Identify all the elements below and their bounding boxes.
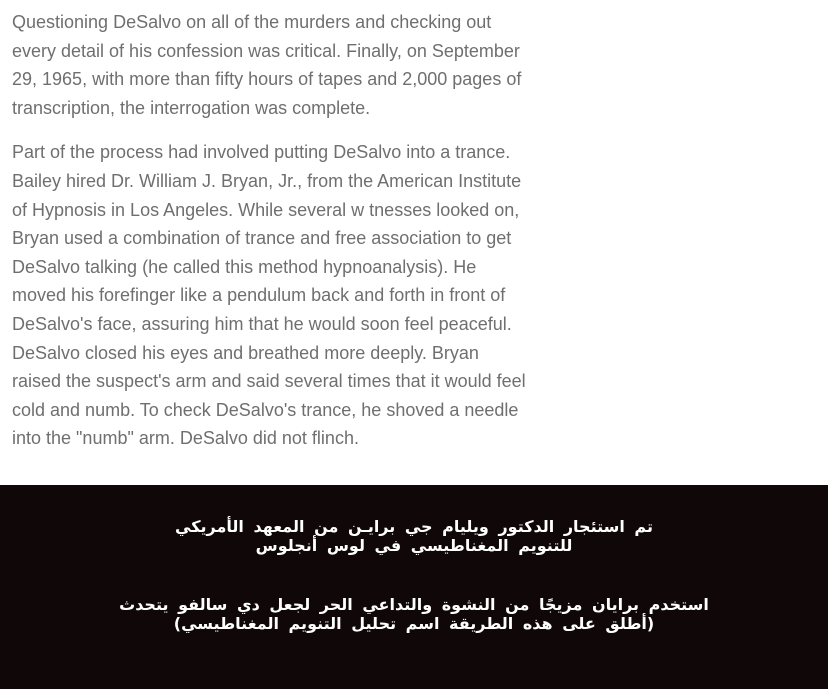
subtitle-overlay	[0, 485, 828, 689]
subtitle-line: تم استئجار الدكتور ويليام جي برايـن من المعهد الأمريكي	[175, 517, 653, 536]
article-paragraph: Questioning DeSalvo on all of the murders and checking out every detail of his confession was critical. Finally, on September 29, 1965, with more than fifty hours of tapes and 2,000 pages of transcription, the interrogation was complete.	[12, 12, 522, 118]
subtitle-line: (أطلق على هذه الطريقة اسم تحليل التنويم المغناطيسي)	[173, 614, 655, 633]
subtitle-caption	[0, 517, 828, 555]
subtitle-line: استخدم برايان مزيجًا من النشوة والتداعي الحر لجعل دي سالفو يتحدث	[119, 595, 709, 614]
article-body	[12, 8, 532, 469]
article-paragraph: Part of the process had involved putting DeSalvo into a trance. Bailey hired Dr. William J. Bryan, Jr., from the American Institute of Hypnosis in Los Angeles. While several w tnesses looked on, Bryan used a combination of trance and free association to get DeSalvo talking (he called this method hypnoanalysis). He moved his forefinger like a pendulum back and forth in front of DeSalvo's face, assuring him that he would soon feel peaceful. DeSalvo closed his eyes and breathed more deeply. Bryan raised the suspect's arm and said several times that it would feel cold and numb. To check DeSalvo's trance, he shoved a needle into the "numb" arm. DeSalvo did not flinch.	[12, 142, 526, 449]
subtitle-line: للتنويم المغناطيسي في لوس أنجلوس	[255, 536, 573, 555]
subtitle-caption	[0, 595, 828, 633]
